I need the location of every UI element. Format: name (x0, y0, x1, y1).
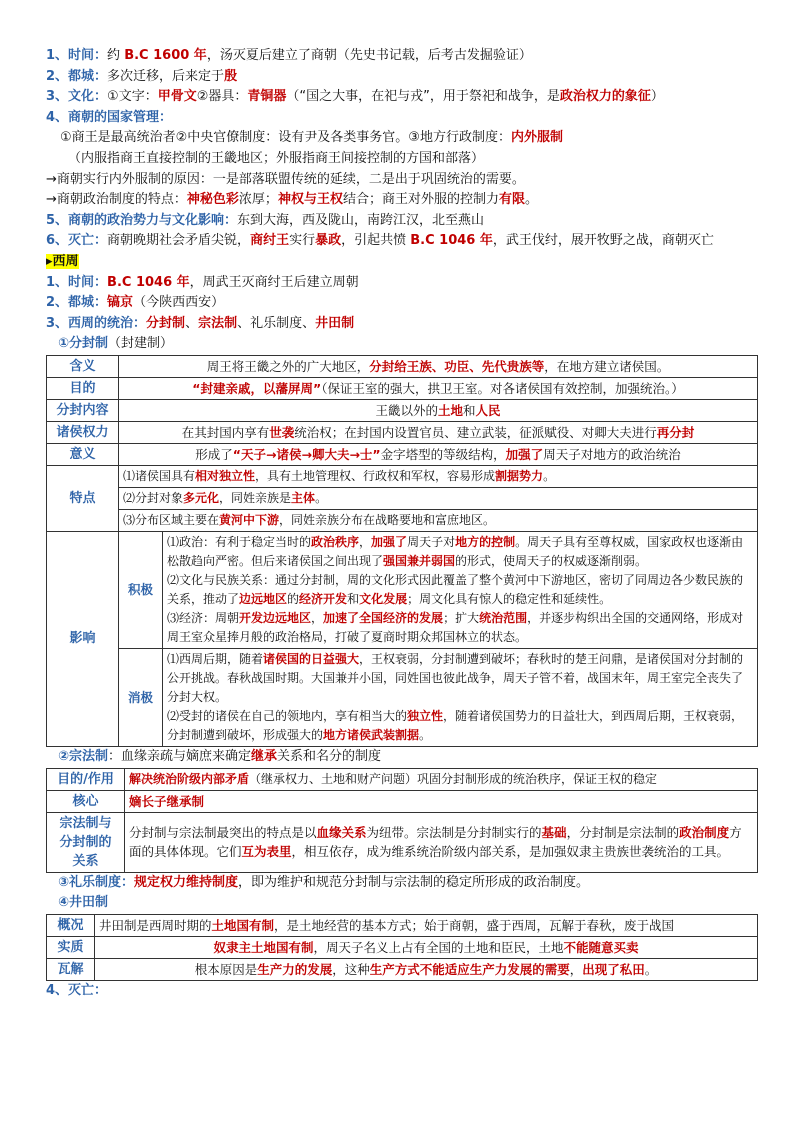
text: 的形式，使周天子的权威逐渐削弱。 (455, 553, 648, 568)
text: 、 (185, 315, 199, 331)
emphasis: 宗法制 (198, 315, 238, 331)
row-header: 瓦解 (47, 958, 95, 980)
emphasis: B.C 1046 年 (107, 274, 190, 290)
text: ，周武王灭商纣王后建立周朝 (189, 274, 359, 290)
jingtian-title (46, 893, 758, 914)
text: 形成了 (195, 446, 233, 462)
text: ②器具： (196, 89, 248, 105)
emphasis: 加强了 (371, 534, 408, 549)
row-header: 含义 (47, 355, 119, 377)
table-row (47, 768, 758, 790)
section-title (46, 254, 79, 269)
emphasis: 土地 (437, 402, 463, 418)
row-header: 特点 (47, 465, 119, 531)
emphasis: 文化发展 (359, 591, 408, 606)
text: ，是土地经营的基本方式；始于商朝，盛于西周，瓦解于春秋，废于战国 (274, 917, 675, 933)
text: ，随着诸侯国势力的日益壮大，到西周后期，王权衰弱，分封制遭到破坏，形成强大的 (167, 708, 744, 742)
emphasis: 内外服制 (510, 130, 563, 146)
text: ， (569, 961, 583, 977)
table-cell (119, 399, 758, 421)
row-header: 目的 (47, 377, 119, 399)
text: ⑵分封对象 (123, 490, 184, 505)
emphasis: 甲骨文 (157, 89, 197, 105)
emphasis: 井田制 (315, 315, 355, 331)
paragraph (167, 707, 753, 745)
row-header: 目的/作用 (47, 768, 125, 790)
text: （内服指商王直接控制的王畿地区；外服指商王间接控制的方国和部落） (68, 150, 485, 166)
text: ，汤灭夏后建立了商朝（先史书记载，后考古发掘验证） (206, 48, 532, 63)
paragraph (167, 650, 753, 707)
emphasis: B.C 1600 年 (124, 48, 207, 63)
zhou-time-line (46, 273, 758, 294)
emphasis: 地方诸侯武装割据 (323, 727, 420, 742)
text: ， (311, 610, 324, 625)
text: ，这种 (332, 961, 370, 977)
shang-capital-line (46, 67, 758, 88)
text: 浓厚； (238, 192, 278, 208)
item-label: 3、西周的统治： (46, 315, 147, 331)
table-cell (95, 958, 758, 980)
table-cell (119, 355, 758, 377)
item-label: 6、灭亡： (46, 233, 108, 249)
emphasis: 加强了 (505, 446, 544, 462)
text: ，武王伐纣，展开牧野之战，商朝灭亡 (492, 233, 714, 249)
item-label: 3、文化： (46, 89, 108, 105)
emphasis: 规定权力维持制度 (134, 874, 239, 890)
row-header: 核心 (47, 790, 125, 812)
text: ①文字： (107, 89, 158, 105)
row-header: 意义 (47, 443, 119, 465)
emphasis: “天子→诸侯→卿大夫→士” (232, 446, 381, 462)
table-row (47, 914, 758, 936)
shang-reason-line (46, 170, 758, 191)
text: 金字塔型的等级结构， (380, 446, 506, 462)
emphasis: 生产力的发展 (257, 961, 333, 977)
emphasis: “封建亲戚，以藩屏周” (192, 380, 322, 396)
emphasis: 主体 (291, 490, 316, 505)
emphasis: 奴隶主土地国有制 (213, 939, 314, 955)
text: ⑵受封的诸侯在自己的领地内，享有相当大的 (167, 708, 408, 723)
text: ，引起共愤 (341, 233, 411, 249)
text: 周天子对地方的政治统治 (543, 446, 681, 462)
paragraph (167, 571, 753, 609)
emphasis: 血缘关系 (316, 825, 367, 840)
table-cell (95, 914, 758, 936)
text: （今陕西西安） (133, 295, 225, 311)
text: （“国之大事，在祀与戎”，用于祭祀和战争，是 (286, 89, 560, 105)
emphasis: 统治范围 (479, 610, 528, 625)
text: 和 (347, 591, 360, 606)
text: ，同姓亲族分布在战略要地和富庶地区。 (279, 512, 496, 527)
text: ⑴诸侯国具有 (123, 468, 196, 483)
table-row (47, 790, 758, 812)
page (46, 46, 758, 1001)
text: 。 (315, 490, 328, 505)
shang-culture-line (46, 87, 758, 108)
item-label: 4、商朝的国家管理： (46, 109, 173, 125)
table-cell (119, 421, 758, 443)
zhou-capital-line (46, 293, 758, 314)
emphasis: 经济开发 (299, 591, 348, 606)
emphasis: 分封制 (146, 315, 186, 331)
item-label: 4、灭亡： (46, 982, 108, 998)
emphasis: 分封给王族、功臣、先代贵族等 (369, 358, 545, 374)
text: 商朝晚期社会矛盾尖锐， (107, 233, 251, 249)
emphasis: 青铜器 (247, 89, 287, 105)
emphasis: 黄河中下游 (219, 512, 280, 527)
text: 约 (107, 48, 125, 63)
emphasis: 不能随意买卖 (563, 939, 639, 955)
text: 井田制是西周时期的 (99, 917, 212, 933)
emphasis: 政治权力的象征 (559, 89, 651, 105)
table-cell (119, 487, 758, 509)
emphasis: 有限 (498, 192, 525, 208)
zongfa-title (46, 747, 758, 768)
text: ， (359, 534, 372, 549)
emphasis: 诸侯国的日益强大 (263, 651, 360, 666)
text: ⑴政治：有利于稳定当时的 (167, 534, 312, 549)
row-header: 概况 (47, 914, 95, 936)
text: ，相互依存，成为维系统治阶级内部关系，是加强奴隶主贵族世袭统治的工具。 (291, 844, 730, 859)
emphasis: 再分封 (656, 424, 695, 440)
subsection-title: ①分封制 (58, 336, 109, 352)
table-row (47, 377, 758, 399)
section-title-text: 西周 (52, 253, 79, 269)
text: 和 (463, 402, 476, 418)
text: 分封制与宗法制最突出的特点是以 (129, 825, 317, 840)
table-cell (125, 812, 758, 872)
table-row (47, 487, 758, 509)
shang-fall-line (46, 231, 758, 252)
table-row (47, 465, 758, 487)
table-row (47, 531, 758, 648)
table-row (47, 399, 758, 421)
table-row (47, 648, 758, 746)
emphasis: 商纣王 (250, 233, 290, 249)
shang-fu-note (46, 149, 758, 170)
table-cell (119, 377, 758, 399)
table-cell (119, 465, 758, 487)
item-label: 5、商朝的政治势力与文化影响： (46, 212, 238, 228)
table-row (47, 443, 758, 465)
item-label: 1、时间： (46, 48, 108, 63)
text: ；周文化具有惊人的稳定性和延续性。 (407, 591, 612, 606)
text: →商朝实行内外服制的原因：一是部落联盟传统的延续，二是出于巩固统治的需要。 (46, 171, 525, 187)
text: ） (650, 89, 664, 105)
text: 。 (419, 727, 432, 742)
text: ，王权衰弱，分封制遭到破坏；春秋时的楚王问鼎，是诸侯国对分封制的公开挑战。春秋战国时期。大国兼并小国，同姓国也彼此战争，周天子管不着，战国末年，周王室完全丧失了分封大权。 (167, 651, 744, 704)
text: 多次迁移，后来定于 (107, 68, 225, 84)
text: 。周天子具有至尊权威，国家政权也逐渐由松散趋向严密。但后来诸侯国之间出现了 (167, 534, 744, 568)
text: 。 (524, 192, 538, 208)
table-cell (119, 509, 758, 531)
text: 结合；商王对外服的控制力 (342, 192, 499, 208)
zhou-rule-line (46, 314, 758, 335)
table-cell (125, 790, 758, 812)
item-label: 2、都城： (46, 68, 108, 84)
table-row (47, 958, 758, 980)
emphasis: 神秘色彩 (186, 192, 239, 208)
row-header: 分封内容 (47, 399, 119, 421)
text: 统治权；在封国内设置官员、建立武装，征派赋役、对卿大夫进行 (294, 424, 657, 440)
table-cell (119, 443, 758, 465)
emphasis: 土地国有制 (211, 917, 275, 933)
emphasis: 生产方式不能适应生产力发展的需要 (369, 961, 570, 977)
row-header (47, 812, 125, 872)
row-header: 诸侯权力 (47, 421, 119, 443)
text: 周天子对 (407, 534, 456, 549)
shang-admin-heading (46, 108, 758, 129)
subsection-title: ④井田制 (58, 895, 109, 911)
table-row (47, 812, 758, 872)
zongfa-table (46, 768, 758, 873)
emphasis: 基础 (541, 825, 567, 840)
text: 。 (644, 961, 658, 977)
row-header-line: 分封制的 (59, 834, 112, 850)
text: 、礼乐制度、 (237, 315, 316, 331)
emphasis: 互为表里 (241, 844, 292, 859)
emphasis: 镐京 (107, 295, 134, 311)
emphasis: 神权与王权 (277, 192, 343, 208)
emphasis: 边远地区 (239, 591, 288, 606)
text: ；扩大 (443, 610, 480, 625)
emphasis: B.C 1046 年 (410, 233, 493, 249)
emphasis: 继承 (251, 748, 278, 764)
text: 根本原因是 (194, 961, 258, 977)
table-row (47, 355, 758, 377)
emphasis: 多元化 (183, 490, 220, 505)
text: 关系和名分的制度 (277, 748, 382, 764)
text: 的 (287, 591, 300, 606)
emphasis: 解决统治阶级内部矛盾 (129, 771, 250, 786)
emphasis: 嫡长子继承制 (129, 793, 205, 809)
text: ，具有土地管理权、行政权和军权，容易形成 (255, 468, 496, 483)
item-label: 2、都城： (46, 295, 108, 311)
emphasis: 地方的控制 (455, 534, 516, 549)
text: （保证王室的强大，拱卫王室。对各诸侯国有效控制，加强统治。） (321, 380, 684, 396)
text: 为纽带。宗法制是分封制实行的 (366, 825, 542, 840)
emphasis: 相对独立性 (195, 468, 256, 483)
text: 。 (543, 468, 556, 483)
text: （封建制） (108, 336, 174, 352)
fenfeng-title (46, 334, 758, 355)
emphasis: 暴政 (315, 233, 342, 249)
text: 实行 (289, 233, 316, 249)
text: ，同姓亲族是 (219, 490, 292, 505)
text: （继承权力、土地和财产问题）巩固分封制形成的统治秩序，保证王权的稳定 (249, 771, 658, 786)
row-header-line: 关系 (72, 853, 99, 869)
text: 在其封国内享有 (181, 424, 270, 440)
text: ，分封制是宗法制的 (566, 825, 680, 840)
emphasis: 割据势力 (495, 468, 544, 483)
row-header: 影响 (47, 531, 119, 746)
row-header-line: 宗法制与 (59, 815, 112, 831)
text: ，即为维护和规范分封制与宗法制的稳定所形成的政治制度。 (238, 874, 590, 890)
text: 方面的具体体现。它们 (129, 825, 742, 859)
jingtian-table (46, 914, 758, 981)
emphasis: 强国兼并弱国 (383, 553, 456, 568)
text: ，周天子名义上占有全国的土地和臣民，土地 (313, 939, 564, 955)
subsection-title: ②宗法制 (58, 748, 109, 764)
emphasis: 开发边远地区 (239, 610, 312, 625)
subsection-title: ③礼乐制度： (58, 874, 135, 890)
text: ⑶经济：周朝 (167, 610, 240, 625)
emphasis: 殷 (224, 68, 238, 84)
item-label: 1、时间： (46, 274, 108, 290)
bullet-icon: ▸ (46, 253, 53, 269)
text: ：血缘亲疏与嫡庶来确定 (108, 748, 252, 764)
emphasis: 独立性 (407, 708, 444, 723)
shang-influence-line (46, 211, 758, 232)
emphasis: 加速了全国经济的发展 (323, 610, 444, 625)
emphasis: 世袭 (269, 424, 295, 440)
text: →商朝政治制度的特点： (46, 192, 187, 208)
text: ⑶分布区域主要在 (123, 512, 220, 527)
zhou-fall-line (46, 981, 758, 1002)
text: ⑵文化与民族关系：通过分封制，周的文化形式因此覆盖了整个黄河中下游地区，密切了同周边各少数民族的关系，推动了 (167, 572, 744, 606)
text: ，在地方建立诸侯国。 (544, 358, 670, 374)
table-cell (125, 768, 758, 790)
shang-admin-line (46, 128, 758, 149)
emphasis: 政治秩序 (311, 534, 360, 549)
sub-header: 积极 (119, 531, 163, 648)
paragraph (167, 533, 753, 571)
paragraph (167, 609, 753, 647)
shang-feature-line (46, 190, 758, 211)
row-header: 实质 (47, 936, 95, 958)
sub-header: 消极 (119, 648, 163, 746)
text: 王畿以外的 (375, 402, 438, 418)
liyue-line (46, 873, 758, 894)
table-row (47, 936, 758, 958)
emphasis: 人民 (475, 402, 501, 418)
table-row (47, 509, 758, 531)
zhou-title (46, 252, 758, 273)
text: ①商王是最高统治者②中央官僚制度：设有尹及各类事务官。③地方行政制度： (60, 130, 511, 146)
text: 周王将王畿之外的广大地区， (206, 358, 370, 374)
text: ⑴西周后期，随着 (167, 651, 264, 666)
shang-time-line (46, 46, 758, 67)
emphasis: 政治制度 (679, 825, 730, 840)
table-cell (163, 531, 758, 648)
fenfeng-table (46, 355, 758, 747)
table-row (47, 421, 758, 443)
text: ，并逐步构织出全国的交通网络，形成对周王室众星捧月般的政治格局，打破了夏商时期众邦国林立的状态。 (167, 610, 744, 644)
text: 东到大海，西及陇山，南跨江汉，北至燕山 (237, 212, 485, 228)
table-cell (95, 936, 758, 958)
emphasis: 出现了私田 (582, 961, 645, 977)
table-cell (163, 648, 758, 746)
